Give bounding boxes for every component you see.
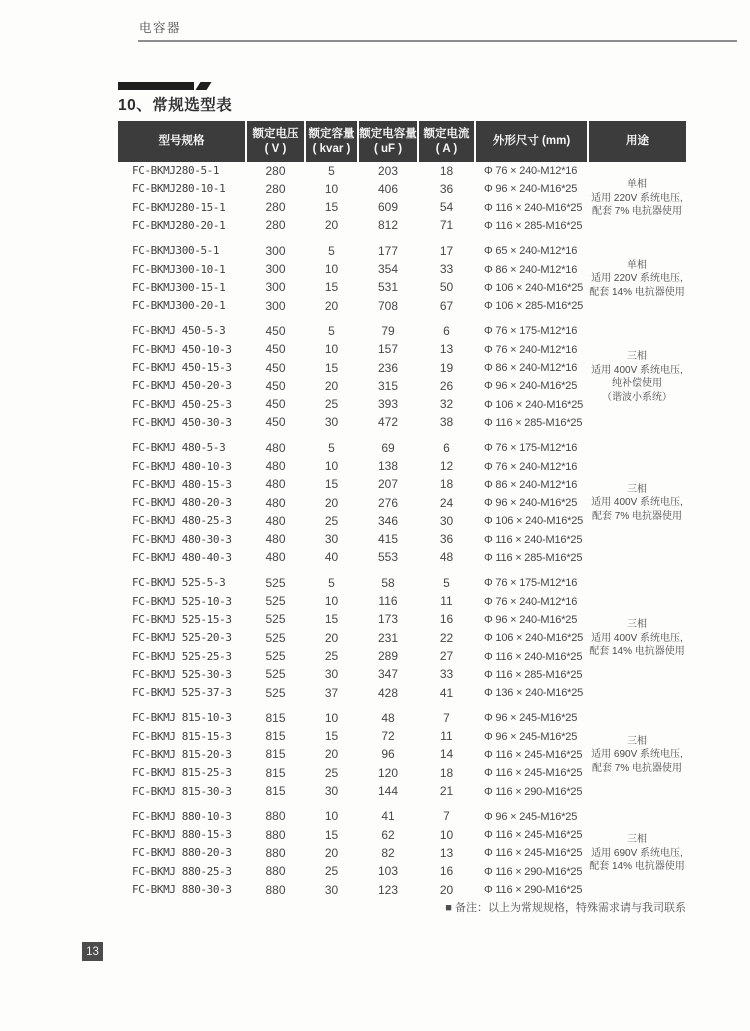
capacitance-uf-cell: 428: [377, 685, 399, 700]
usage-cell: [588, 315, 686, 432]
voltage-cell: 880: [265, 864, 286, 879]
capacity-kvar-cell: 20: [324, 630, 339, 645]
model-group: [118, 235, 686, 315]
capacitance-uf-cell: 62: [381, 827, 395, 842]
voltage-cell: 450: [265, 378, 286, 393]
voltage-cell: 815: [265, 729, 286, 744]
footnote: ■ 备注：以上为常规规格，特殊需求请与我司联系: [445, 902, 686, 914]
current-cell: 18: [439, 477, 454, 492]
table-row: [118, 702, 686, 727]
capacitance-uf-cell: 138: [377, 459, 399, 473]
usage-cell: [588, 801, 686, 899]
capacitance-uf-cell: 72: [381, 729, 395, 744]
dimension-cell: Φ 86 × 240-M12*16: [484, 362, 578, 375]
voltage-cell: 300: [265, 243, 286, 258]
capacity-kvar-cell: 30: [324, 667, 339, 682]
capacity-kvar-cell: 25: [324, 765, 339, 780]
column-header: 型号规格: [118, 121, 246, 162]
current-cell: 41: [439, 685, 454, 700]
voltage-cell: 525: [265, 612, 286, 627]
usage-line: 配套 7% 电抗器使用: [591, 762, 682, 774]
current-cell: 67: [439, 298, 454, 313]
dimension-cell: Φ 136 × 240-M16*25: [484, 687, 584, 700]
current-cell: 16: [439, 612, 454, 627]
dimension-cell: Φ 116 × 285-M16*25: [484, 668, 583, 681]
capacitance-uf-cell: 96: [381, 747, 395, 762]
voltage-cell: 880: [265, 809, 286, 824]
usage-line: 配套 14% 电抗器使用: [589, 286, 685, 298]
capacity-kvar-cell: 5: [328, 575, 335, 590]
capacitance-uf-cell: 406: [377, 181, 399, 196]
usage-cell: [588, 235, 686, 315]
table-row: [118, 162, 686, 180]
dimension-cell: Φ 96 × 245-M16*25: [484, 730, 578, 743]
model-cell: FC-BKMJ 815-25-3: [132, 766, 232, 780]
voltage-cell: 480: [265, 459, 286, 473]
dimension-cell: Φ 106 × 240-M16*25: [484, 281, 584, 294]
capacitance-uf-cell: 415: [377, 532, 399, 547]
current-cell: 13: [439, 342, 454, 357]
capacity-kvar-cell: 15: [324, 827, 339, 842]
usage-line: 配套 7% 电抗器使用: [591, 206, 682, 218]
capacitance-uf-cell: 531: [377, 280, 399, 295]
capacitance-uf-cell: 609: [377, 200, 399, 215]
dimension-cell: Φ 116 × 245-M16*25: [484, 767, 583, 780]
capacity-kvar-cell: 40: [324, 550, 339, 565]
current-cell: 36: [439, 532, 454, 547]
capacity-kvar-cell: 10: [324, 809, 339, 824]
capacity-kvar-cell: 25: [324, 648, 339, 663]
dimension-cell: Φ 116 × 245-M16*25: [484, 749, 583, 761]
capacity-kvar-cell: 15: [324, 360, 339, 375]
capacitance-uf-cell: 289: [377, 648, 399, 663]
voltage-cell: 300: [265, 298, 286, 313]
capacity-kvar-cell: 5: [328, 243, 335, 258]
voltage-cell: 480: [265, 513, 286, 528]
model-cell: FC-BKMJ 480-25-3: [132, 514, 232, 528]
voltage-cell: 450: [265, 342, 286, 357]
selection-table-wrapper: [118, 121, 686, 899]
model-cell: FC-BKMJ 450-15-3: [132, 361, 232, 375]
current-cell: 30: [439, 513, 454, 528]
usage-cell: [588, 432, 686, 567]
capacitance-uf-cell: 120: [377, 765, 399, 780]
dimension-cell: Φ 96 × 240-M16*25: [484, 183, 578, 196]
voltage-cell: 480: [265, 477, 286, 492]
model-cell: FC-BKMJ 480-5-3: [132, 441, 226, 455]
capacitance-uf-cell: 116: [378, 594, 398, 609]
voltage-cell: 525: [265, 667, 286, 682]
capacity-kvar-cell: 15: [324, 200, 339, 215]
dimension-cell: Φ 96 × 245-M16*25: [484, 810, 578, 823]
model-cell: FC-BKMJ 450-25-3: [132, 397, 232, 411]
model-cell: FC-BKMJ300-20-1: [132, 299, 226, 313]
current-cell: 20: [439, 882, 454, 897]
dimension-cell: Φ 76 × 240-M12*16: [484, 595, 578, 608]
table-header-row: [118, 121, 686, 162]
capacity-kvar-cell: 25: [324, 513, 339, 528]
capacity-kvar-cell: 30: [324, 415, 339, 430]
voltage-cell: 880: [265, 827, 286, 842]
capacitance-uf-cell: 177: [377, 243, 399, 258]
model-cell: FC-BKMJ 815-30-3: [132, 784, 232, 798]
voltage-cell: 525: [265, 594, 286, 609]
voltage-cell: 525: [265, 685, 286, 700]
capacity-kvar-cell: 20: [324, 378, 339, 393]
page-title: 10、常规选型表: [118, 97, 233, 114]
model-cell: FC-BKMJ 815-15-3: [132, 729, 232, 743]
usage-line: 三相: [627, 351, 647, 363]
model-cell: FC-BKMJ300-5-1: [132, 244, 220, 258]
model-cell: FC-BKMJ 525-30-3: [132, 667, 232, 681]
voltage-cell: 880: [265, 845, 286, 860]
capacity-kvar-cell: 5: [328, 163, 335, 178]
capacity-kvar-cell: 15: [324, 477, 339, 492]
capacitance-uf-cell: 58: [381, 575, 395, 590]
page-number-badge: 13: [82, 942, 103, 961]
capacitance-uf-cell: 708: [377, 298, 399, 313]
current-cell: 11: [440, 729, 453, 744]
capacitance-uf-cell: 236: [377, 360, 399, 375]
model-cell: FC-BKMJ300-10-1: [132, 262, 226, 276]
capacitance-uf-cell: 207: [377, 477, 399, 492]
model-cell: FC-BKMJ 525-15-3: [132, 612, 232, 626]
current-cell: 27: [439, 648, 454, 663]
voltage-cell: 815: [265, 747, 286, 762]
model-cell: FC-BKMJ 450-5-3: [132, 324, 226, 338]
capacity-kvar-cell: 10: [324, 262, 339, 277]
voltage-cell: 480: [265, 532, 286, 547]
model-cell: FC-BKMJ 480-20-3: [132, 496, 232, 510]
current-cell: 7: [443, 710, 450, 725]
current-cell: 14: [439, 747, 454, 762]
capacitance-uf-cell: 315: [377, 378, 399, 393]
model-cell: FC-BKMJ 880-25-3: [132, 864, 232, 878]
usage-line: 配套 14% 电抗器使用: [589, 646, 685, 658]
title-bar-block: [118, 82, 194, 90]
voltage-cell: 280: [265, 163, 286, 178]
usage-cell: [588, 567, 686, 702]
voltage-cell: 525: [265, 575, 286, 590]
capacitance-uf-cell: 82: [381, 845, 395, 860]
dimension-cell: Φ 76 × 175-M12*16: [484, 325, 578, 338]
current-cell: 36: [439, 181, 454, 196]
model-cell: FC-BKMJ 450-10-3: [132, 342, 232, 356]
current-cell: 71: [439, 218, 454, 233]
voltage-cell: 525: [265, 648, 286, 663]
voltage-cell: 880: [265, 882, 286, 897]
voltage-cell: 450: [265, 360, 286, 375]
capacity-kvar-cell: 15: [324, 612, 339, 627]
model-group: [118, 567, 686, 702]
model-cell: FC-BKMJ 815-10-3: [132, 711, 232, 725]
voltage-cell: 280: [265, 200, 286, 215]
dimension-cell: Φ 116 × 240-M16*25: [484, 533, 583, 546]
capacity-kvar-cell: 30: [324, 784, 339, 799]
capacity-kvar-cell: 25: [324, 864, 339, 879]
voltage-cell: 480: [265, 495, 286, 510]
model-cell: FC-BKMJ280-10-1: [132, 182, 226, 196]
model-cell: FC-BKMJ300-15-1: [132, 280, 226, 294]
model-cell: FC-BKMJ 880-10-3: [132, 809, 232, 823]
usage-line: 单相: [627, 179, 647, 191]
usage-line: 三相: [627, 735, 647, 747]
model-cell: FC-BKMJ 480-30-3: [132, 532, 232, 546]
model-group: [118, 432, 686, 567]
table-row: [118, 432, 686, 457]
usage-cell: [588, 702, 686, 800]
column-header: 用途: [588, 121, 686, 162]
model-group: [118, 315, 686, 432]
capacity-kvar-cell: 20: [324, 845, 339, 860]
capacity-kvar-cell: 30: [324, 532, 339, 547]
voltage-cell: 280: [265, 181, 286, 196]
current-cell: 5: [443, 575, 450, 590]
voltage-cell: 450: [265, 397, 286, 412]
dimension-cell: Φ 76 × 240-M12*16: [484, 343, 578, 356]
capacity-kvar-cell: 15: [324, 729, 339, 744]
current-cell: 19: [439, 360, 454, 375]
dimension-cell: Φ 106 × 240-M16*25: [484, 515, 584, 528]
capacitance-uf-cell: 173: [377, 612, 399, 627]
capacity-kvar-cell: 10: [324, 342, 339, 357]
voltage-cell: 815: [265, 765, 286, 780]
current-cell: 11: [440, 594, 453, 609]
current-cell: 18: [439, 163, 454, 178]
capacity-kvar-cell: 10: [324, 710, 339, 725]
capacity-kvar-cell: 20: [324, 218, 339, 233]
model-cell: FC-BKMJ 525-20-3: [132, 631, 232, 645]
usage-line: 适用 400V 系统电压,: [591, 497, 683, 509]
current-cell: 12: [439, 459, 454, 473]
capacitance-uf-cell: 812: [377, 218, 399, 233]
dimension-cell: Φ 96 × 240-M16*25: [484, 613, 578, 626]
model-cell: FC-BKMJ 525-25-3: [132, 649, 232, 663]
model-cell: FC-BKMJ 450-30-3: [132, 415, 232, 429]
model-cell: FC-BKMJ 525-5-3: [132, 576, 226, 590]
dimension-cell: Φ 86 × 240-M12*16: [484, 478, 578, 491]
capacitance-uf-cell: 553: [377, 550, 399, 565]
capacitance-uf-cell: 231: [377, 630, 399, 645]
voltage-cell: 525: [265, 630, 286, 645]
capacity-kvar-cell: 30: [324, 882, 339, 897]
capacitance-uf-cell: 276: [377, 495, 399, 510]
voltage-cell: 815: [265, 710, 286, 725]
usage-line: 适用 220V 系统电压,: [591, 192, 683, 204]
usage-cell: [588, 162, 686, 235]
capacitance-uf-cell: 472: [377, 415, 399, 430]
usage-line: 单相: [627, 259, 647, 271]
model-cell: FC-BKMJ 880-15-3: [132, 828, 232, 842]
model-cell: FC-BKMJ 480-10-3: [132, 459, 232, 473]
dimension-cell: Φ 65 × 240-M12*16: [484, 245, 578, 258]
usage-line: 配套 7% 电抗器使用: [591, 510, 682, 522]
dimension-cell: Φ 86 × 240-M12*16: [484, 263, 578, 276]
dimension-cell: Φ 96 × 245-M16*25: [484, 712, 578, 725]
table-row: [118, 315, 686, 340]
voltage-cell: 300: [265, 280, 286, 295]
current-cell: 17: [439, 243, 454, 258]
current-cell: 10: [439, 827, 454, 842]
model-group: [118, 801, 686, 899]
column-header: 外形尺寸 (mm): [475, 121, 588, 162]
current-cell: 33: [439, 262, 454, 277]
model-cell: FC-BKMJ 480-15-3: [132, 477, 232, 491]
current-cell: 7: [443, 809, 450, 824]
voltage-cell: 450: [265, 415, 286, 430]
current-cell: 48: [439, 550, 454, 565]
current-cell: 24: [439, 495, 454, 510]
current-cell: 50: [439, 280, 454, 295]
dimension-cell: Φ 76 × 175-M12*16: [484, 442, 578, 455]
current-cell: 38: [439, 415, 454, 430]
current-cell: 26: [439, 378, 454, 393]
capacitance-uf-cell: 123: [377, 882, 399, 897]
capacity-kvar-cell: 5: [328, 440, 335, 455]
model-group: [118, 702, 686, 800]
usage-line: 纯补偿使用: [612, 378, 662, 390]
table-header: [118, 121, 686, 162]
current-cell: 6: [443, 440, 450, 455]
dimension-cell: Φ 116 × 240-M16*25: [484, 650, 583, 663]
current-cell: 13: [439, 845, 454, 860]
capacity-kvar-cell: 10: [324, 594, 339, 609]
usage-line: 三相: [627, 834, 647, 846]
capacitance-uf-cell: 347: [377, 667, 399, 682]
voltage-cell: 450: [265, 323, 286, 338]
dimension-cell: Φ 116 × 245-M16*25: [484, 829, 583, 842]
model-cell: FC-BKMJ 815-20-3: [132, 748, 232, 761]
dimension-cell: Φ 116 × 285-M16*25: [484, 219, 583, 232]
model-cell: FC-BKMJ 525-10-3: [132, 594, 232, 608]
dimension-cell: Φ 116 × 240-M16*25: [484, 201, 583, 214]
usage-line: 三相: [627, 619, 647, 631]
current-cell: 16: [439, 864, 454, 879]
usage-line: 适用 400V 系统电压,: [591, 632, 683, 644]
usage-line: （谐波小系统）: [602, 391, 672, 403]
dimension-cell: Φ 76 × 240-M12*16: [484, 460, 578, 473]
capacity-kvar-cell: 20: [324, 495, 339, 510]
model-cell: FC-BKMJ280-20-1: [132, 218, 226, 232]
dimension-cell: Φ 76 × 240-M12*16: [484, 165, 578, 178]
voltage-cell: 280: [265, 218, 286, 233]
model-cell: FC-BKMJ280-5-1: [132, 164, 220, 178]
model-cell: FC-BKMJ 450-20-3: [132, 379, 232, 393]
selection-table: [118, 121, 686, 899]
capacitance-uf-cell: 203: [377, 163, 399, 178]
dimension-cell: Φ 106 × 240-M16*25: [484, 398, 584, 411]
model-group: [118, 162, 686, 235]
voltage-cell: 300: [265, 262, 286, 277]
capacitance-uf-cell: 48: [381, 710, 395, 725]
usage-line: 配套 14% 电抗器使用: [589, 861, 685, 873]
dimension-cell: Φ 116 × 290-M16*25: [484, 884, 583, 897]
header-rule: [138, 40, 737, 42]
usage-line: 适用 220V 系统电压,: [591, 273, 683, 285]
dimension-cell: Φ 96 × 240-M16*25: [484, 380, 578, 393]
table-row: [118, 567, 686, 592]
capacity-kvar-cell: 10: [324, 459, 339, 473]
model-cell: FC-BKMJ 480-40-3: [132, 551, 232, 565]
table-row: [118, 801, 686, 826]
usage-line: 三相: [627, 483, 647, 495]
usage-line: 适用 400V 系统电压,: [591, 364, 683, 376]
model-cell: FC-BKMJ 880-20-3: [132, 846, 232, 860]
dimension-cell: Φ 116 × 285-M16*25: [484, 416, 583, 429]
capacity-kvar-cell: 37: [324, 685, 339, 700]
model-cell: FC-BKMJ 525-37-3: [132, 686, 232, 700]
dimension-cell: Φ 116 × 290-M16*25: [484, 785, 583, 798]
breadcrumb: 电容器: [139, 21, 182, 35]
voltage-cell: 480: [265, 550, 286, 565]
capacity-kvar-cell: 25: [324, 397, 339, 412]
column-header: 额定电流 ( A ): [418, 121, 475, 162]
capacity-kvar-cell: 10: [324, 181, 339, 196]
column-header: 额定电压 ( V ): [246, 121, 305, 162]
current-cell: 33: [439, 667, 454, 682]
usage-line: 适用 690V 系统电压,: [591, 847, 683, 859]
dimension-cell: Φ 106 × 285-M16*25: [484, 300, 584, 313]
current-cell: 6: [443, 323, 450, 338]
capacitance-uf-cell: 103: [377, 864, 399, 879]
model-cell: FC-BKMJ280-15-1: [132, 200, 226, 214]
usage-line: 适用 690V 系统电压,: [591, 749, 683, 761]
capacity-kvar-cell: 20: [324, 298, 339, 313]
dimension-cell: Φ 116 × 285-M16*25: [484, 552, 583, 565]
title-bar-tip: [196, 82, 212, 90]
current-cell: 22: [439, 630, 454, 645]
table-row: [118, 235, 686, 260]
dimension-cell: Φ 106 × 240-M16*25: [484, 632, 584, 645]
current-cell: 54: [439, 200, 454, 215]
current-cell: 18: [439, 765, 454, 780]
column-header: 额定电容量 ( uF ): [358, 121, 418, 162]
capacitance-uf-cell: 144: [377, 784, 399, 799]
column-header: 额定容量 ( kvar ): [305, 121, 358, 162]
capacitance-uf-cell: 69: [381, 440, 395, 455]
model-cell: FC-BKMJ 880-30-3: [132, 883, 232, 897]
current-cell: 21: [439, 784, 454, 799]
capacitance-uf-cell: 346: [377, 513, 399, 528]
voltage-cell: 480: [265, 440, 286, 455]
current-cell: 32: [439, 397, 454, 412]
capacity-kvar-cell: 5: [328, 323, 335, 338]
dimension-cell: Φ 96 × 240-M16*25: [484, 497, 578, 510]
voltage-cell: 815: [265, 784, 286, 799]
capacity-kvar-cell: 20: [324, 747, 339, 762]
dimension-cell: Φ 76 × 175-M12*16: [484, 577, 578, 590]
capacitance-uf-cell: 157: [377, 342, 399, 357]
dimension-cell: Φ 116 × 245-M16*25: [484, 847, 583, 860]
dimension-cell: Φ 116 × 290-M16*25: [484, 865, 583, 878]
capacitance-uf-cell: 79: [381, 323, 395, 338]
capacitance-uf-cell: 41: [381, 809, 395, 824]
capacitance-uf-cell: 393: [377, 397, 399, 412]
capacitance-uf-cell: 354: [377, 262, 399, 277]
section-title-bar-decoration: [118, 82, 209, 90]
capacity-kvar-cell: 15: [324, 280, 339, 295]
